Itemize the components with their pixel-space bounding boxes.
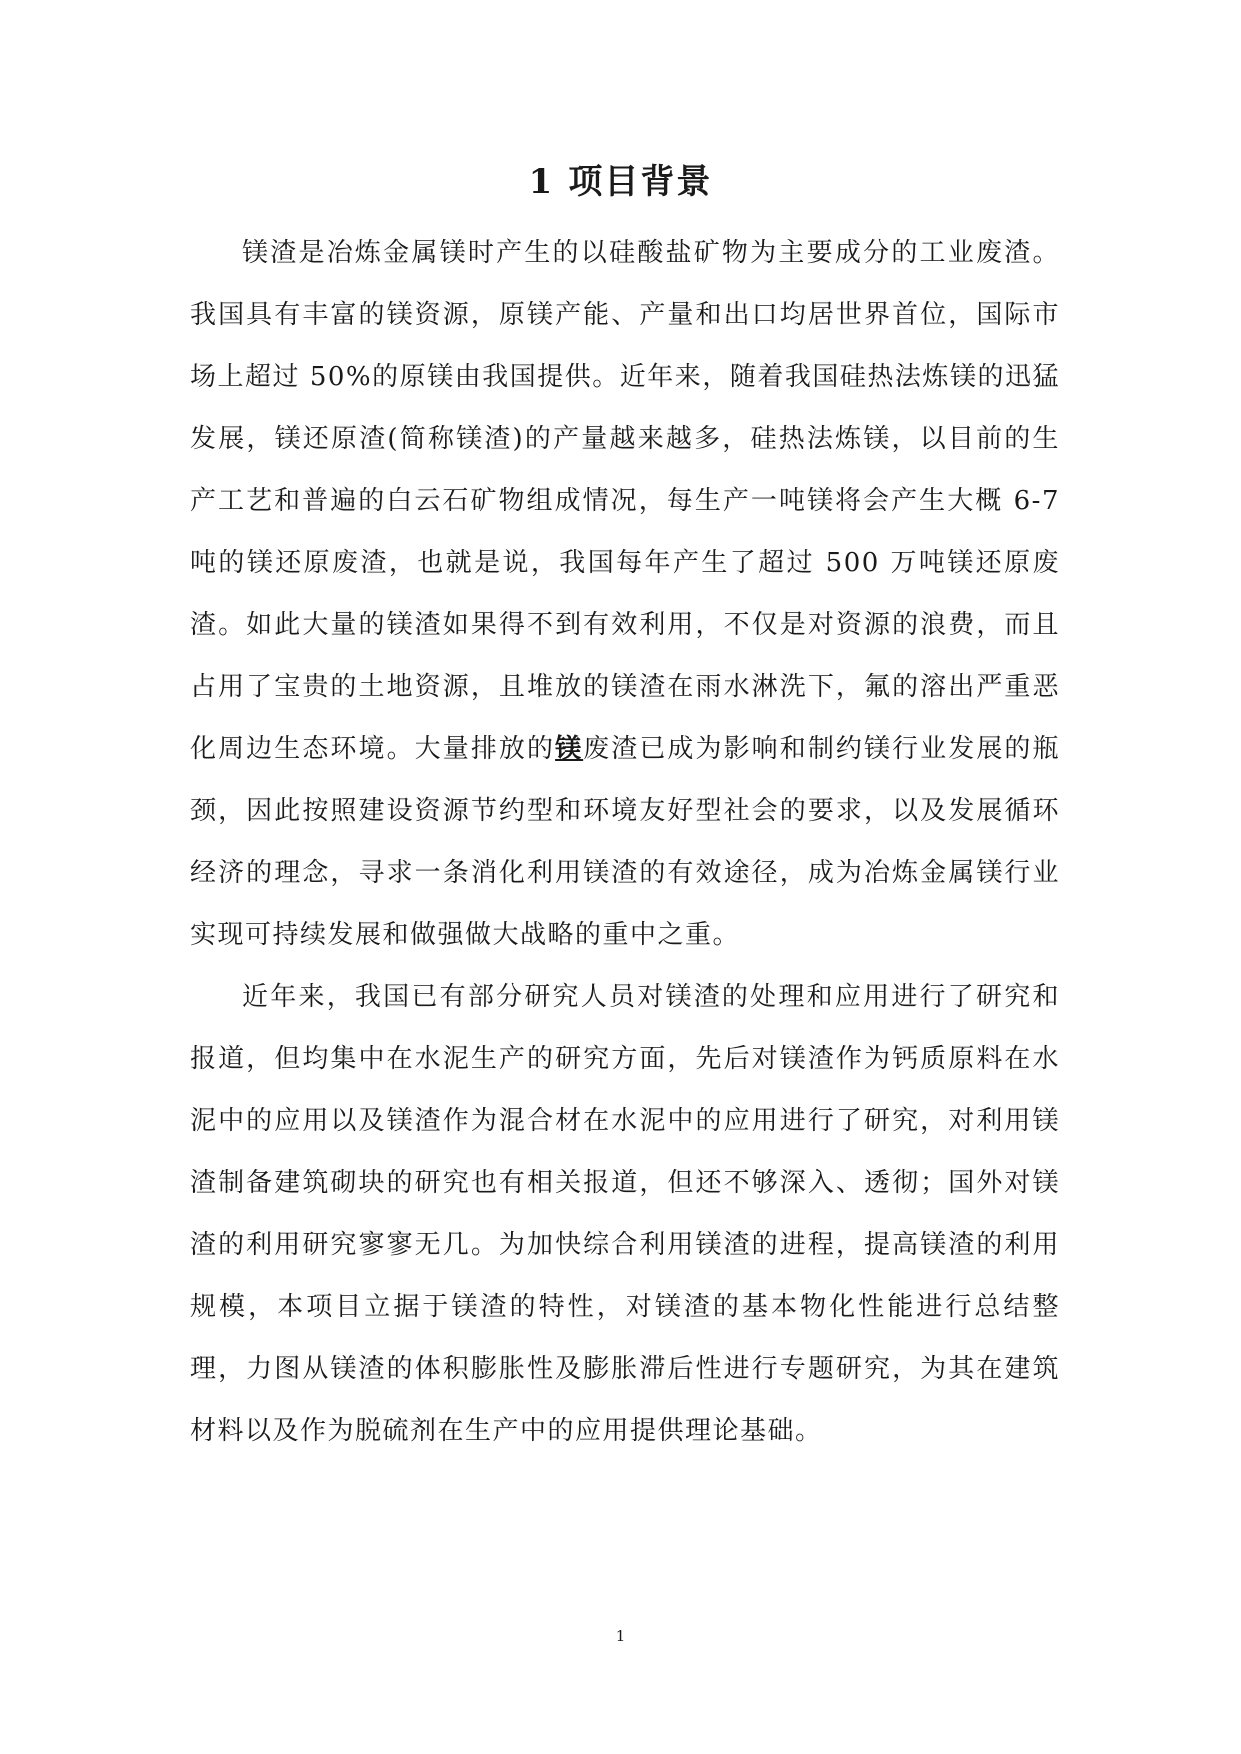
body-text [190,222,1060,1462]
underlined-word: 镁 [555,734,584,764]
section-heading [0,158,1241,206]
paragraph-1 [190,222,1060,966]
paragraph-1-text-a: 镁渣是冶炼金属镁时产生的以硅酸盐矿物为主要成分的工业废渣。我国具有丰富的镁资源，原镁产能、产量和出口均居世界首位，国际市场上超过 50%的原镁由我国提供。近年来，随着我国硅热法炼镁的迅猛发展，镁还原渣(简称镁渣)的产量越来越多，硅热法炼镁，以目前的生产工艺和普遍的白云石矿物组成情况，每生产一吨镁将会产生大概 6-7 吨的镁还原废渣，也就是说，我国每年产生了超过 500 万吨镁还原废渣。如此大量的镁渣如果得不到有效利用，不仅是对资源的浪费，而且占用了宝贵的土地资源，且堆放的镁渣在雨水淋洗下，氟的溶出严重恶化周边生态环境。大量排放的 [190,238,1060,764]
paragraph-1-text-b: 废渣已成为影响和制约镁行业发展的瓶颈，因此按照建设资源节约型和环境友好型社会的要求，以及发展循环经济的理念，寻求一条消化利用镁渣的有效途径，成为冶炼金属镁行业实现可持续发展和做强做大战略的重中之重。 [190,734,1060,950]
section-title: 项目背景 [568,162,713,202]
page-number: 1 [615,1627,626,1645]
paragraph-2: 近年来，我国已有部分研究人员对镁渣的处理和应用进行了研究和报道，但均集中在水泥生产的研究方面，先后对镁渣作为钙质原料在水泥中的应用以及镁渣作为混合材在水泥中的应用进行了研究，对利用镁渣制备建筑砌块的研究也有相关报道，但还不够深入、透彻；国外对镁渣的利用研究寥寥无几。为加快综合利用镁渣的进程，提高镁渣的利用规模，本项目立据于镁渣的特性，对镁渣的基本物化性能进行总结整理，力图从镁渣的体积膨胀性及膨胀滞后性进行专题研究，为其在建筑材料以及作为脱硫剂在生产中的应用提供理论基础。 [190,982,1060,1446]
section-number: 1 [528,162,555,202]
